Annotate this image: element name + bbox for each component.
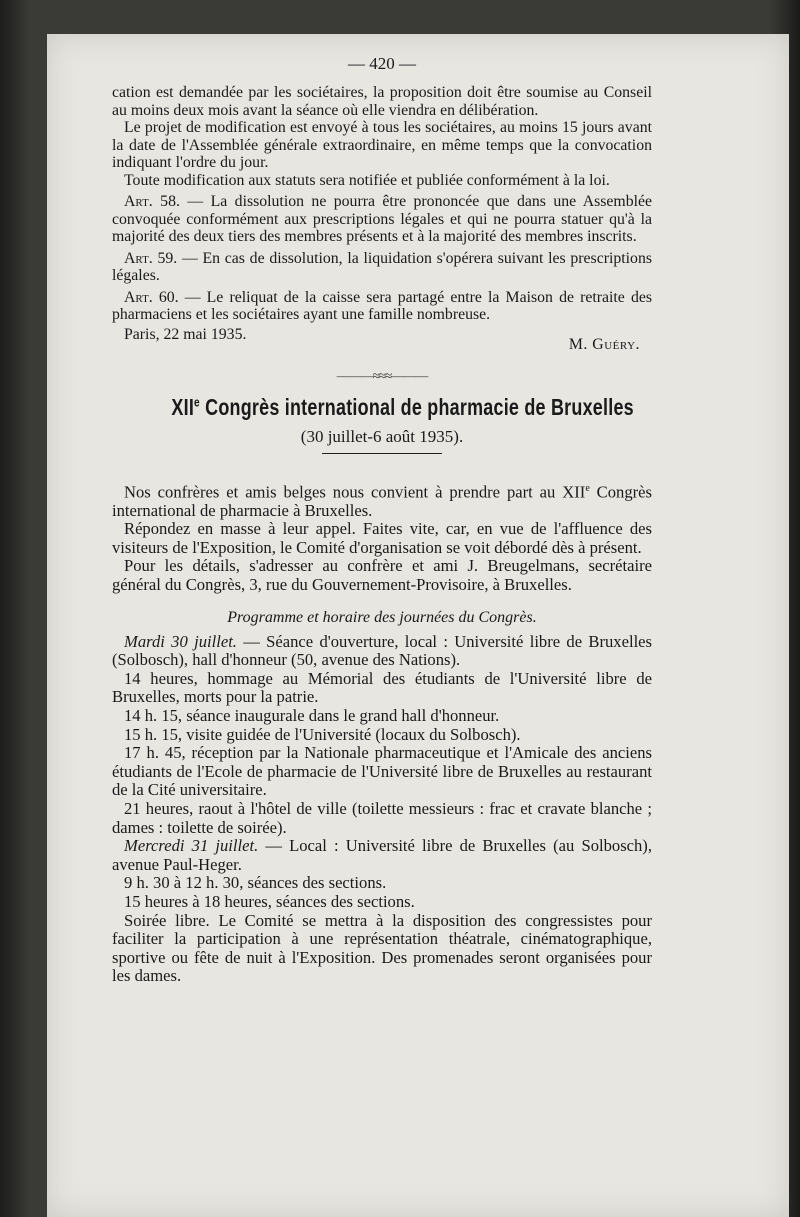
day-label: Mercredi 31 juillet.	[124, 836, 259, 856]
paragraph-text: Le projet de modification est envoyé à tous les sociétaires, au moins 15 jours avant la date de l'Assemblée générale extraordinaire, en même temps que la convocation indiquant l'ordre du jour.	[112, 119, 652, 171]
place-date: Paris, 22 mai 1935.	[124, 325, 247, 343]
statutes-section	[112, 84, 652, 354]
article-label: Art. 60.	[124, 288, 179, 306]
congress-body	[112, 480, 652, 986]
schedule-item: Soirée libre. Le Comité se mettra à la disposition des congressistes pour faciliter la participation à une représentation théatrale, cinématographique, sportive ou fête de nuit à l'Exposition. Des promenades seront organisées pour les dames.	[112, 910, 652, 986]
page-content	[112, 54, 652, 986]
heading-sup: e	[194, 393, 200, 409]
author-name: M. Guéry.	[568, 335, 640, 353]
intro-paragraph	[112, 480, 652, 521]
article-text: — La dissolution ne pourra être prononcée que dans une Assemblée convoquée conformément aux prescriptions légales et qui ne pourra statuer qu'à la majorité des deux tiers des membres présents et à la majorité des membres inscrits.	[112, 193, 653, 245]
page-number: — 420 —	[348, 54, 416, 73]
article-heading	[171, 393, 634, 421]
schedule-item: 9 h. 30 à 12 h. 30, séances des sections.	[124, 873, 387, 893]
heading-rule	[322, 453, 442, 454]
intro-text-rest: Congrès international de pharmacie à Bruxelles.	[112, 482, 652, 520]
statute-paragraph	[112, 84, 652, 119]
day-text: — Séance d'ouverture, local : Université libre de Bruxelles (Solbosch), hall d'honneur (50, avenue des Nations).	[112, 631, 652, 670]
paragraph-text: cation est demandée par les sociétaires, la proposition doit être soumise au Conseil au moins deux mois avant la séance où elle viendra en délibération.	[112, 84, 652, 119]
schedule-item: 14 h. 15, séance inaugurale dans le grand hall d'honneur.	[124, 705, 500, 725]
article-60	[112, 289, 652, 324]
signature-block	[112, 326, 652, 354]
schedule-item: 17 h. 45, réception par la Nationale pharmaceutique et l'Amicale des anciens étudiants de l'Ecole de pharmacie de l'Université libre de Bruxelles au restaurant de la Cité universitaire.	[112, 743, 652, 800]
day-label: Mardi 30 juillet.	[124, 631, 237, 651]
congress-dates: (30 juillet-6 août 1935).	[300, 426, 464, 446]
day-tuesday	[112, 633, 652, 670]
paragraph-text: Toute modification aux statuts sera notifiée et publiée conformément à la loi.	[124, 171, 610, 189]
statute-paragraph	[112, 172, 652, 190]
schedule-item: 15 heures à 18 heures, séances des sections.	[124, 891, 415, 911]
appeal-paragraph: Répondez en masse à leur appel. Faites vite, car, en vue de l'affluence des visiteurs de l'Exposition, le Comité d'organisation se voit débordé dès à présent.	[112, 519, 652, 557]
day-text: — Local : Université libre de Bruxelles (au Solbosch), avenue Paul-Heger.	[112, 836, 652, 874]
article-text: — Le reliquat de la caisse sera partagé entre la Maison de retraite des pharmaciens et les sociétaires ayant une famille nombreuse.	[112, 288, 653, 323]
statute-paragraph	[112, 119, 652, 172]
ornament-divider: ———≈≈≈———	[336, 367, 428, 383]
schedule-item: 14 heures, hommage au Mémorial des étudiants de l'Université libre de Bruxelles, morts pour la patrie.	[112, 668, 652, 707]
day-wednesday	[112, 837, 652, 874]
article-label: Art. 59.	[124, 249, 178, 267]
article-label: Art. 58.	[124, 193, 180, 210]
schedule-item: 21 heures, raout à l'hôtel de ville (toilette messieurs : frac et cravate blanche ; dames : toilette de soirée).	[112, 798, 652, 837]
intro-sup: e	[585, 482, 590, 494]
schedule-item: 15 h. 15, visite guidée de l'Université (locaux du Solbosch).	[124, 724, 521, 744]
article-text: — En cas de dissolution, la liquidation s'opérera suivant les prescriptions légales.	[112, 249, 652, 284]
article-58	[112, 193, 652, 246]
article-59	[112, 250, 652, 285]
intro-text: Nos confrères et amis belges nous convient à prendre part au XII	[124, 482, 586, 502]
heading-number: XII	[171, 393, 195, 420]
heading-text: Congrès international de pharmacie de Bruxelles	[199, 393, 634, 420]
contact-paragraph: Pour les détails, s'adresser au confrère et ami J. Breugelmans, secrétaire général du Congrès, 3, rue du Gouvernement-Provisoire, à Bruxelles.	[112, 556, 652, 594]
program-title: Programme et horaire des journées du Congrès.	[227, 608, 537, 626]
